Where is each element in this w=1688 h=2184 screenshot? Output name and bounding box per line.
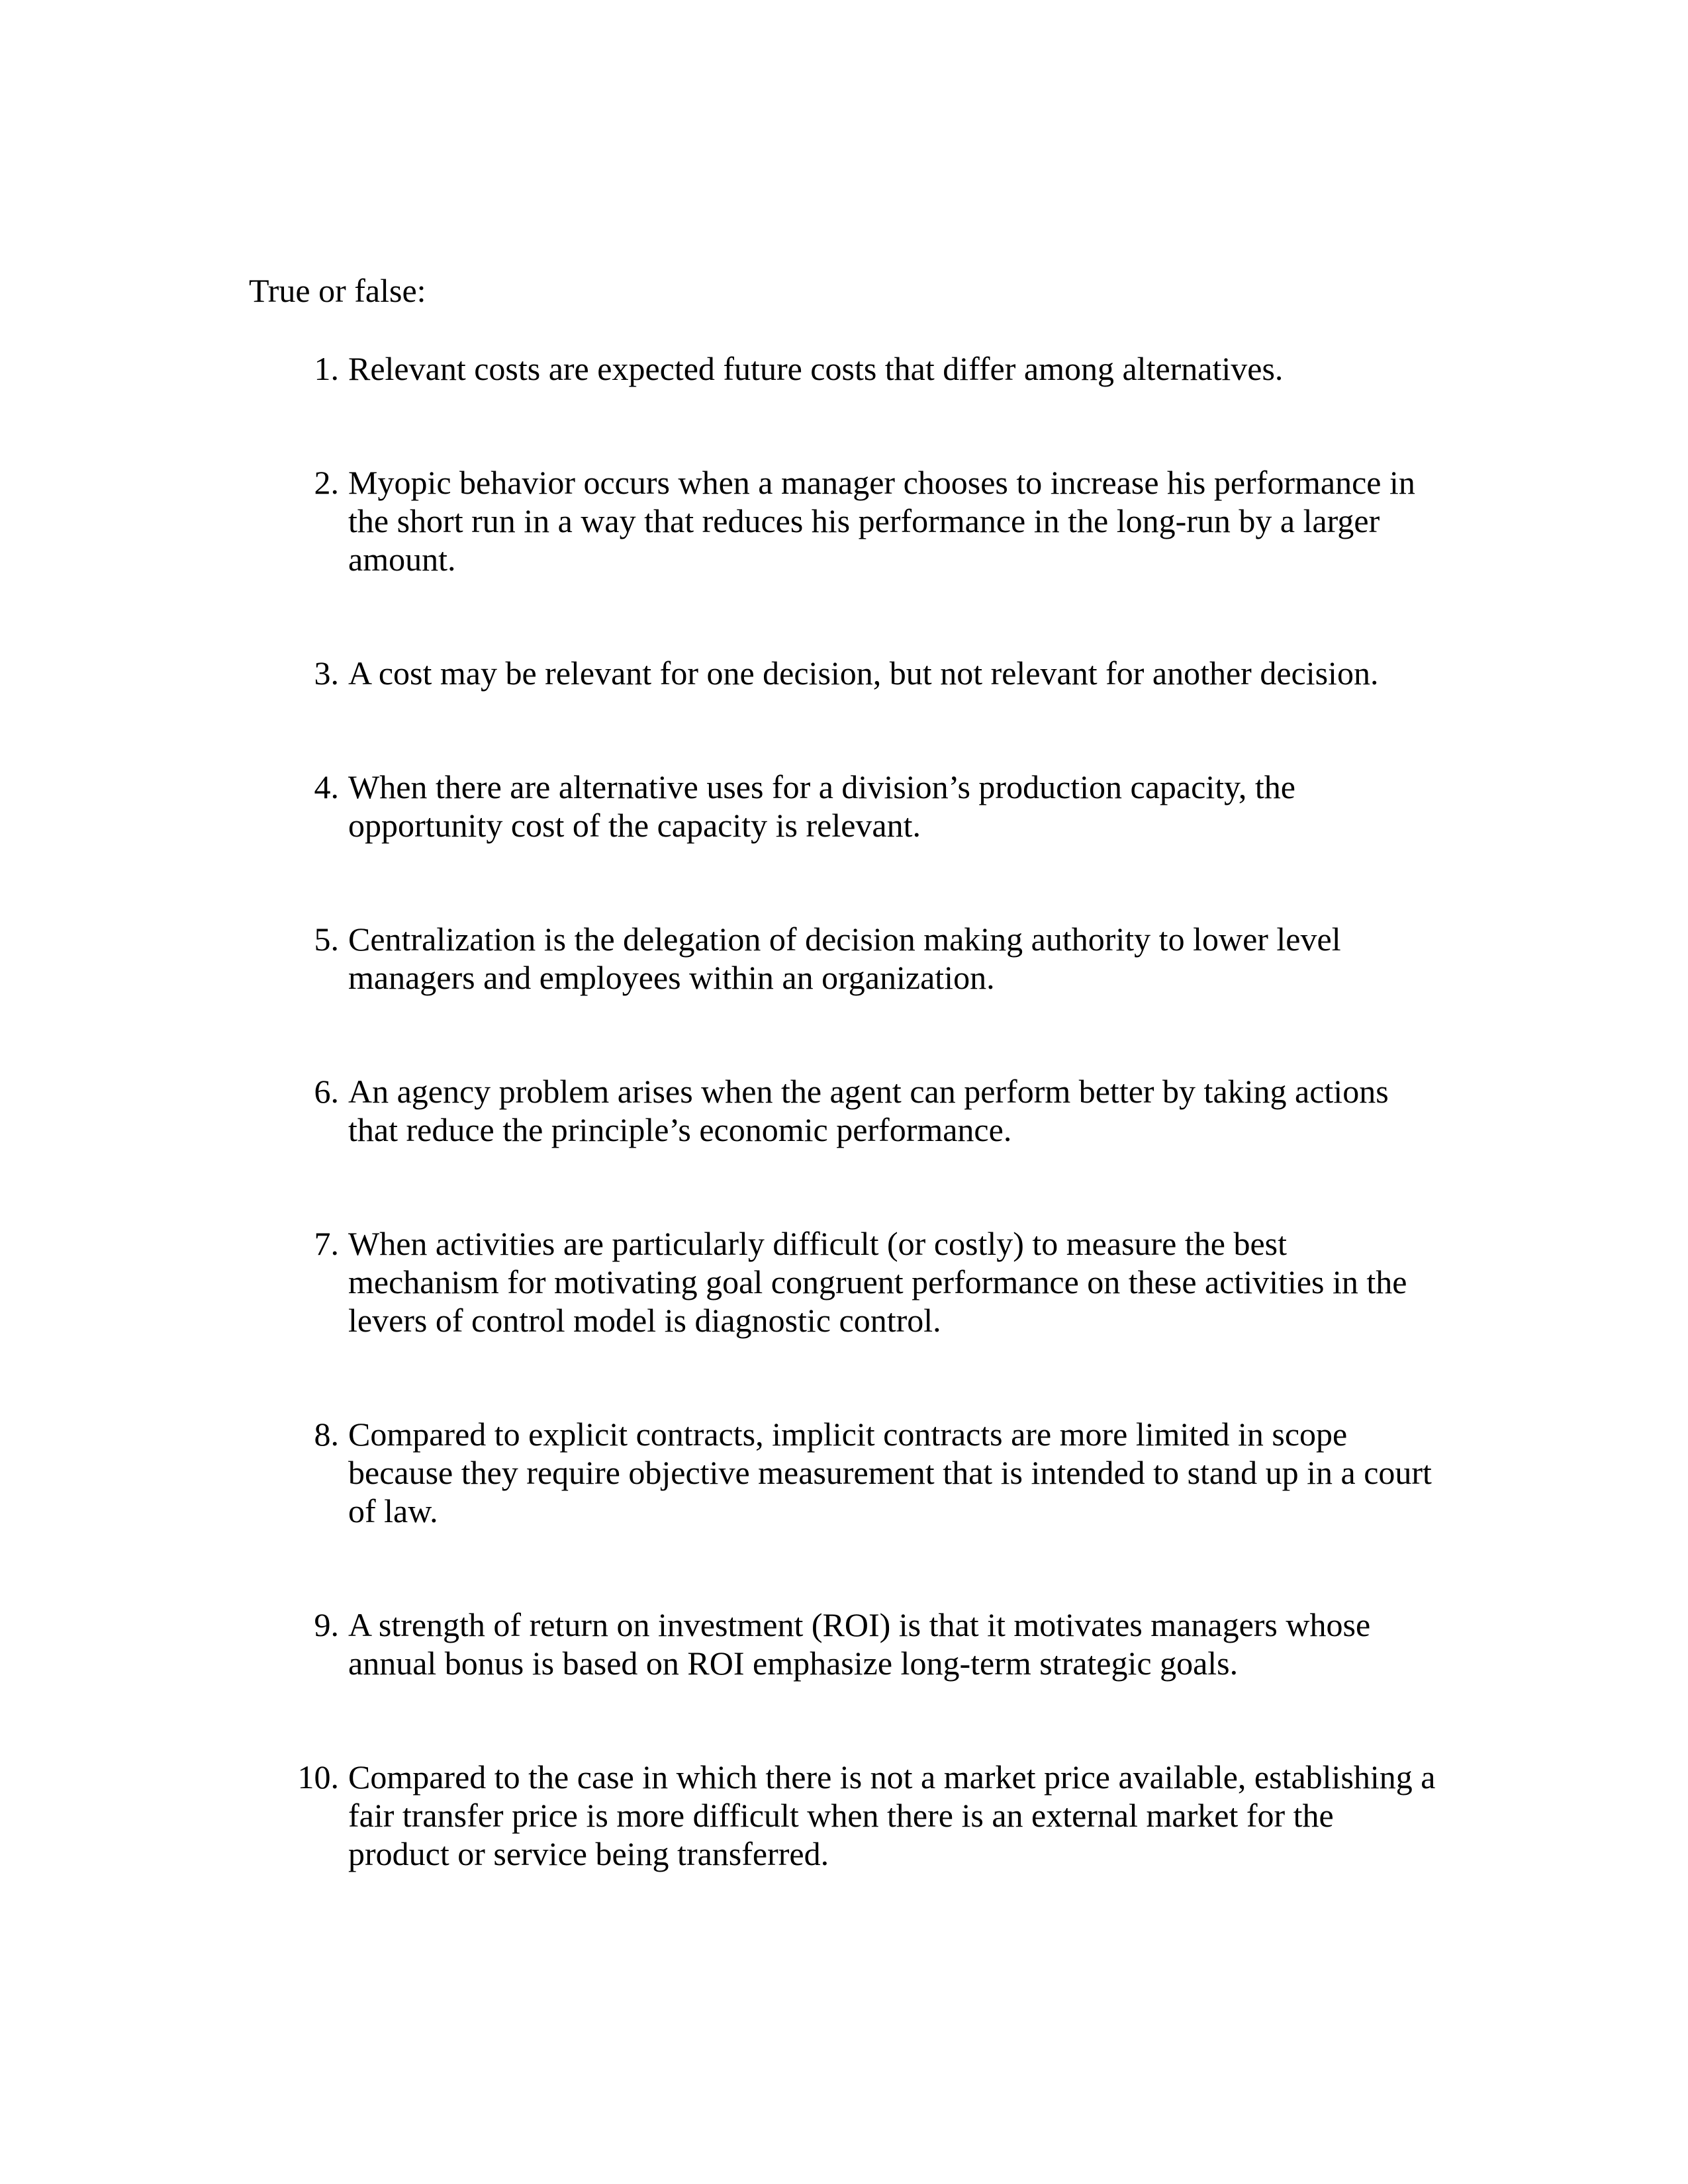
question-line: of law. [348,1492,438,1529]
question-line: When activities are particularly difficult (or costly) to measure the best [348,1225,1287,1262]
question-text [348,654,1460,692]
question-line: opportunity cost of the capacity is relevant. [348,807,921,844]
question-line: When there are alternative uses for a division’s production capacity, the [348,768,1295,805]
question-number: 8. [314,1416,339,1453]
question-text [348,1606,1460,1682]
question-text [348,1415,1460,1530]
question-number: 9. [314,1606,339,1643]
question-line: mechanism for motivating goal congruent performance on these activities in the [348,1263,1407,1300]
question-text [348,1224,1460,1340]
question-line: A strength of return on investment (ROI) is that it motivates managers whose [348,1606,1371,1643]
question-text [348,1758,1460,1873]
question-text [348,1072,1460,1149]
question-line: Centralization is the delegation of decision making authority to lower level [348,921,1341,958]
question-number: 6. [314,1073,339,1110]
question-number: 7. [314,1225,339,1262]
question-line: levers of control model is diagnostic control. [348,1302,941,1339]
question-number: 3. [314,655,339,692]
question-number: 10. [297,1758,339,1796]
question-line: Compared to explicit contracts, implicit contracts are more limited in scope [348,1416,1348,1453]
question-line: amount. [348,541,456,578]
question-line: managers and employees within an organization. [348,959,995,996]
question-line: annual bonus is based on ROI emphasize long-term strategic goals. [348,1645,1239,1682]
question-text [348,349,1460,388]
question-text [348,463,1460,578]
page-heading: True or false: [249,272,426,309]
question-line: because they require objective measurement that is intended to stand up in a court [348,1454,1432,1491]
question-number: 5. [314,921,339,958]
question-line: Myopic behavior occurs when a manager chooses to increase his performance in [348,464,1415,501]
question-line: that reduce the principle’s economic performance. [348,1111,1012,1148]
question-line: Relevant costs are expected future costs that differ among alternatives. [348,350,1284,387]
question-line: fair transfer price is more difficult when there is an external market for the [348,1797,1334,1834]
question-text [348,768,1460,844]
question-number: 4. [314,768,339,805]
question-line: Compared to the case in which there is not a market price available, establishing a [348,1758,1436,1796]
question-line: product or service being transferred. [348,1835,829,1872]
question-text [348,920,1460,997]
question-line: An agency problem arises when the agent can perform better by taking actions [348,1073,1389,1110]
question-line: the short run in a way that reduces his performance in the long-run by a larger [348,502,1380,539]
question-number: 1. [314,350,339,387]
question-line: A cost may be relevant for one decision, but not relevant for another decision. [348,655,1379,692]
question-number: 2. [314,464,339,501]
